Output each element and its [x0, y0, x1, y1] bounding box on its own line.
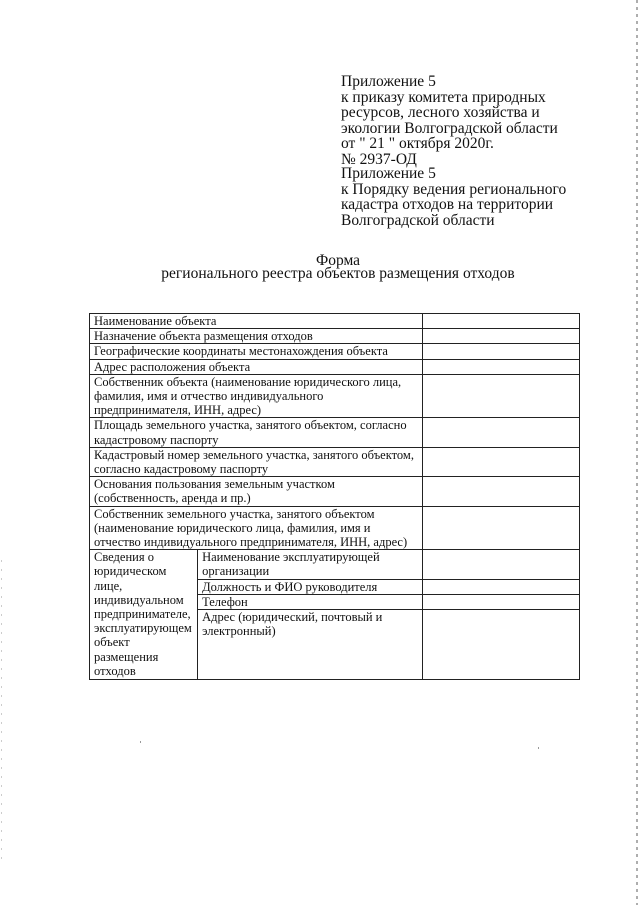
scan-speck [140, 741, 141, 743]
row-label: Собственник объекта (наименование юридического лица, фамилия, имя и отчество индивидуального предпринимателя, ИНН, адрес) [90, 374, 423, 418]
table-row [90, 550, 580, 579]
scan-speck [538, 747, 539, 749]
table-row [90, 447, 580, 476]
appendix-order-line: Приложение 5 [341, 73, 436, 90]
row-label: Основания пользования земельным участком (собственность, аренда и пр.) [90, 477, 423, 506]
row-value-cell [422, 314, 579, 329]
row-label: Наименование объекта [90, 314, 423, 329]
operator-subrow-label: Телефон [198, 594, 423, 609]
row-value-cell [422, 610, 579, 680]
appendix-order-line: экологии Волгоградской области [341, 119, 558, 137]
row-value-cell [422, 477, 579, 506]
row-value-cell [422, 374, 579, 418]
row-label: Адрес расположения объекта [90, 359, 423, 374]
row-value-cell [422, 594, 579, 609]
row-label: Географические координаты местонахождения объекта [90, 344, 423, 359]
operator-subrow-label: Наименование эксплуатирующей организации [198, 550, 423, 579]
table-row [90, 374, 580, 418]
row-label: Кадастровый номер земельного участка, занятого объектом, согласно кадастровому паспорту [90, 447, 423, 476]
form-subtitle: регионального реестра объектов размещения отходов [161, 265, 515, 282]
row-value-cell [422, 550, 579, 579]
form-title: Форма [315, 252, 361, 269]
appendix-procedure-line: Волгоградской области [341, 211, 495, 229]
registry-form-table [89, 313, 580, 680]
row-value-cell [422, 329, 579, 344]
appendix-procedure-block [341, 166, 601, 228]
row-value-cell [422, 344, 579, 359]
appendix-order-line: № 2937-ОД [341, 150, 417, 168]
row-value-cell [422, 506, 579, 550]
table-row [90, 314, 580, 329]
table-row [90, 329, 580, 344]
row-value-cell [422, 418, 579, 447]
appendix-order-line: к приказу комитета природных [341, 88, 546, 106]
operator-subrow-label: Должность и ФИО руководителя [198, 579, 423, 594]
table-row [90, 418, 580, 447]
operator-group-label: Сведения о юридическом лице, индивидуальном предпринимателе, эксплуатирующем объект размещения отходов [90, 550, 198, 680]
appendix-order-block [341, 74, 601, 167]
row-value-cell [422, 359, 579, 374]
appendix-order-line: от " 21 " октября 2020г. [341, 135, 494, 152]
operator-subrow-label: Адрес (юридический, почтовый и электронный) [198, 610, 423, 680]
table-row [90, 506, 580, 550]
scan-edge-right [636, 0, 638, 905]
row-value-cell [422, 447, 579, 476]
table-row [90, 344, 580, 359]
appendix-procedure-line: к Порядку ведения регионального [341, 180, 567, 198]
row-value-cell [422, 579, 579, 594]
scan-edge-left [1, 560, 2, 860]
row-label: Назначение объекта размещения отходов [90, 329, 423, 344]
appendix-procedure-line: Приложение 5 [341, 165, 436, 182]
table-row [90, 477, 580, 506]
row-label: Собственник земельного участка, занятого объектом (наименование юридического лица, фамилия, имя и отчество индивидуального предпринимателя, ИНН, адрес) [90, 506, 423, 550]
row-label: Площадь земельного участка, занятого объектом, согласно кадастровому паспорту [90, 418, 423, 447]
table-row [90, 359, 580, 374]
appendix-procedure-line: кадастра отходов на территории [341, 196, 554, 213]
appendix-order-line: ресурсов, лесного хозяйства и [341, 104, 540, 121]
